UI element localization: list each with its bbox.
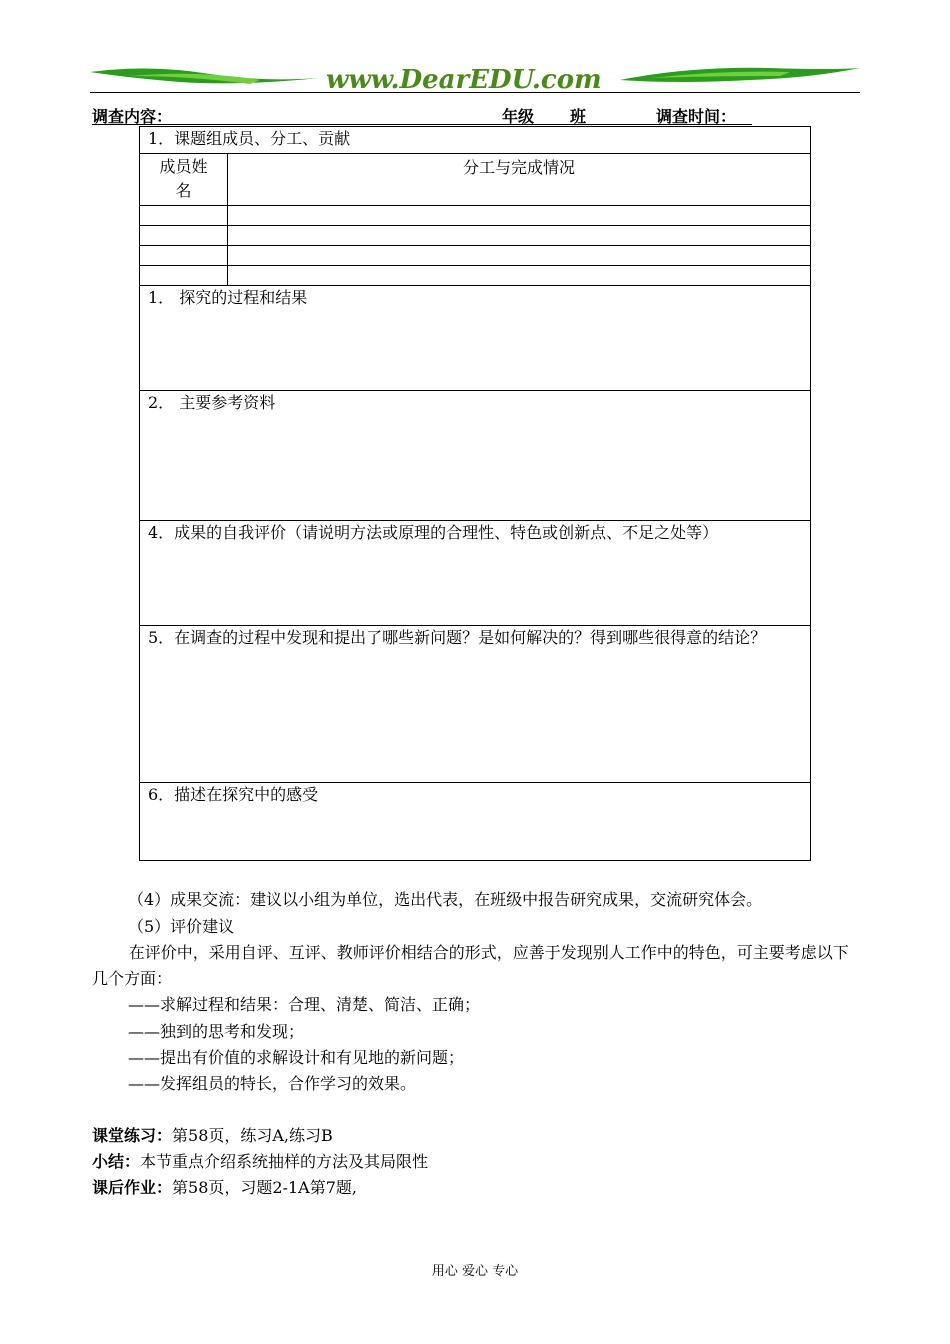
page-footer: 用心 爱心 专心 bbox=[431, 1264, 519, 1279]
paragraph-exchange: （4）成果交流：建议以小组为单位，选出代表，在班级中报告研究成果，交流研究体会。 bbox=[128, 890, 763, 909]
logo-text: www.DearEDU.com bbox=[326, 65, 602, 95]
header-banner bbox=[90, 60, 860, 100]
section-feelings[interactable]: 6．描述在探究中的感受 bbox=[140, 783, 811, 861]
paragraph-evaluation-title: （5）评价建议 bbox=[128, 917, 235, 936]
bullet-item: ——求解过程和结果：合理、清楚、简洁、正确； bbox=[128, 995, 481, 1014]
division-cell[interactable] bbox=[228, 266, 811, 286]
member-name-header: 成员姓名 bbox=[140, 154, 228, 206]
division-cell[interactable] bbox=[228, 246, 811, 266]
division-cell[interactable] bbox=[228, 226, 811, 246]
section-new-problems[interactable]: 5．在调查的过程中发现和提出了哪些新问题？是如何解决的？得到哪些很得意的结论？ bbox=[140, 626, 811, 783]
leaf-swoosh-graphic bbox=[90, 60, 860, 100]
homework-label: 课后作业： bbox=[92, 1178, 173, 1197]
homework-line bbox=[92, 1175, 862, 1201]
paragraph-evaluation-text: 在评价中，采用自评、互评、教师评价相结合的形式，应善于发现别人工作中的特色，可主要考虑以下几个方面： bbox=[92, 943, 849, 988]
table-row bbox=[140, 246, 811, 266]
bullet-item: ——提出有价值的求解设计和有见地的新问题； bbox=[128, 1048, 465, 1067]
content-label: 调查内容： bbox=[92, 107, 173, 126]
bullet-item: ——独到的思考和发现； bbox=[128, 1022, 305, 1041]
section-process[interactable]: 1． 探究的过程和结果 bbox=[140, 286, 811, 391]
classwork-text: 第58页，练习A,练习B bbox=[172, 1126, 333, 1145]
table-row bbox=[140, 206, 811, 226]
grade-label: 年级 bbox=[502, 107, 535, 126]
member-name-cell[interactable] bbox=[140, 246, 228, 266]
survey-form-table bbox=[139, 126, 811, 861]
class-label: 班 bbox=[570, 107, 587, 126]
division-cell[interactable] bbox=[228, 206, 811, 226]
summary-line bbox=[92, 1149, 862, 1175]
header-rule bbox=[90, 92, 860, 93]
table-row bbox=[140, 226, 811, 246]
member-name-cell[interactable] bbox=[140, 226, 228, 246]
section-self-evaluation[interactable]: 4．成果的自我评价（请说明方法或原理的合理性、特色或创新点、不足之处等） bbox=[140, 521, 811, 626]
section-members-title: 1．课题组成员、分工、贡献 bbox=[140, 127, 811, 154]
time-label: 调查时间： bbox=[656, 107, 737, 126]
survey-info-line bbox=[92, 104, 752, 125]
division-header: 分工与完成情况 bbox=[228, 154, 811, 206]
summary-text: 本节重点介绍系统抽样的方法及其局限性 bbox=[140, 1152, 429, 1171]
classwork-label: 课堂练习： bbox=[92, 1126, 173, 1145]
bullet-item: ——发挥组员的特长，合作学习的效果。 bbox=[128, 1074, 417, 1093]
table-row bbox=[140, 266, 811, 286]
section-references[interactable]: 2． 主要参考资料 bbox=[140, 391, 811, 521]
classwork-line bbox=[92, 1123, 862, 1149]
member-name-cell[interactable] bbox=[140, 206, 228, 226]
member-name-cell[interactable] bbox=[140, 266, 228, 286]
summary-label: 小结： bbox=[92, 1152, 141, 1171]
homework-text: 第58页，习题2-1A第7题, bbox=[172, 1178, 357, 1197]
